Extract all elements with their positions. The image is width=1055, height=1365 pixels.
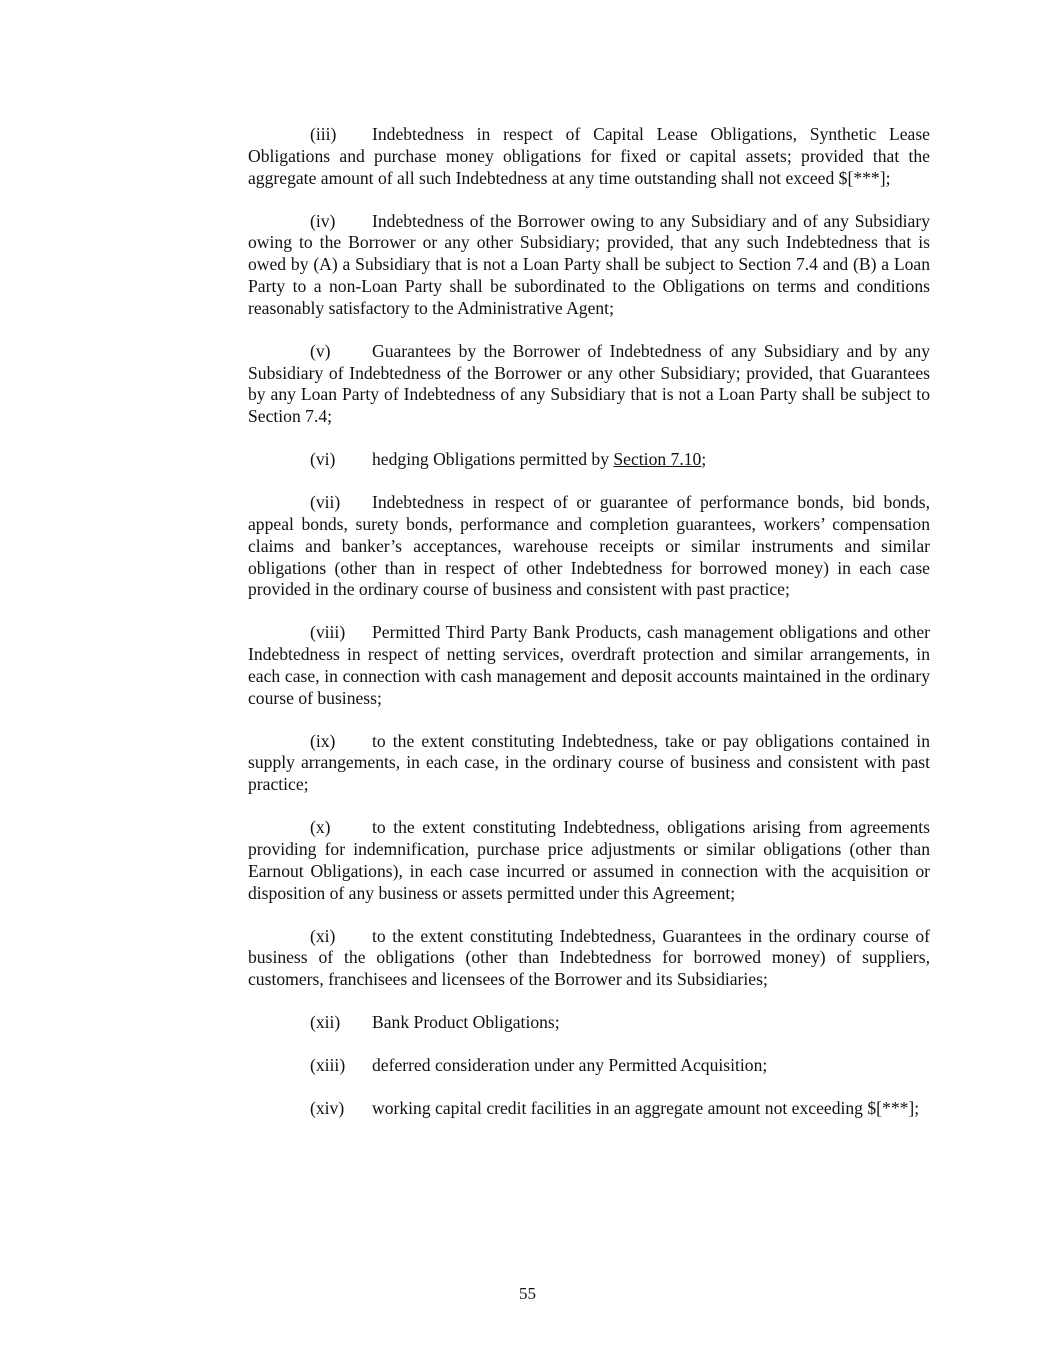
clause-text: to the extent constituting Indebtedness, take or pay obligations contained in supply arrangements, in each case, in the ordinary course of business and consistent with past practice; (248, 730, 930, 795)
clause-text: Indebtedness of the Borrower owing to any Subsidiary and of any Subsidiary owing to the Borrower or any other Subsidiary; provided, that any such Indebtedness that is owed by (A) a Subsidiary that is not a Loan Party shall be subject to Section 7.4 and (B) a Loan Party to a non-Loan Party shall be subordinated to the Obligations on terms and conditions reasonably satisfactory to the Administrative Agent; (248, 210, 930, 318)
clause-text: Indebtedness in respect of Capital Lease Obligations, Synthetic Lease Obligations and purchase money obligations for fixed or capital assets; provided that the aggregate amount of all such Indebtedness at any time outstanding shall not exceed $[***]; (248, 124, 930, 188)
clause-vii (248, 492, 930, 601)
clause-number: (iv) (310, 210, 336, 231)
clause-iii (248, 124, 930, 189)
clause-text: hedging Obligations permitted by (372, 449, 614, 470)
clause-viii (248, 622, 930, 709)
clause-number: (iii) (310, 124, 337, 144)
clause-number: (xi) (310, 925, 336, 946)
clause-vi (248, 449, 930, 471)
clause-number: (xiii) (310, 1055, 346, 1076)
clause-text: Guarantees by the Borrower of Indebtedness of any Subsidiary and by any Subsidiary of Indebtedness of the Borrower or any other Subsidiary; provided, that Guarantees by any Loan Party of Indebtedness of any Subsidiary that is not a Loan Party shall be subject to Section 7.4; (248, 340, 930, 427)
clause-xi (248, 926, 930, 991)
clause-text: Indebtedness in respect of or guarantee of performance bonds, bid bonds, appeal bonds, surety bonds, performance and completion guarantees, workers’ compensation claims and banker’s acceptances, warehouse receipts or similar instruments and similar obligations (other than in respect of other Indebtedness for borrowed money) in each case provided in the ordinary course of business and consistent with past practice; (248, 492, 930, 600)
clause-text: Bank Product Obligations; (372, 1012, 560, 1033)
clause-number: (xiv) (310, 1098, 345, 1119)
clause-text: to the extent constituting Indebtedness, obligations arising from agreements providing for indemnification, purchase price adjustments or similar obligations (other than Earnout Obligations), in each case incurred or assumed in connection with the acquisition or disposition of any business or assets permitted under this Agreement; (248, 817, 930, 903)
clause-text: Permitted Third Party Bank Products, cash management obligations and other Indebtedness in respect of netting services, overdraft protection and similar arrangements, in each case, in connection with cash management and deposit accounts maintained in the ordinary course of business; (248, 622, 930, 708)
clause-number: (v) (310, 340, 331, 361)
section-reference: Section 7.10 (613, 449, 702, 470)
clause-v (248, 341, 930, 428)
document-body (248, 124, 930, 1141)
clause-number: (vi) (310, 449, 336, 470)
clause-number: (ix) (310, 730, 336, 751)
clause-x (248, 817, 930, 904)
clause-text-end: ; (701, 449, 707, 470)
clause-xii (248, 1012, 930, 1034)
clause-xiii (248, 1055, 930, 1077)
clause-iv (248, 211, 930, 320)
clause-xiv (248, 1098, 930, 1120)
clause-number: (viii) (310, 622, 346, 643)
clause-text: to the extent constituting Indebtedness, Guarantees in the ordinary course of business of the obligations (other than Indebtedness for borrowed money) of suppliers, customers, franchisees and licensees of the Borrower and its Subsidiaries; (248, 925, 930, 990)
clause-ix (248, 731, 930, 796)
clause-text: deferred consideration under any Permitted Acquisition; (372, 1055, 768, 1076)
page-number: 55 (519, 1284, 536, 1303)
clause-text: working capital credit facilities in an aggregate amount not exceeding $[***]; (372, 1098, 920, 1119)
clause-number: (x) (310, 817, 331, 838)
clause-number: (vii) (310, 492, 341, 513)
clause-number: (xii) (310, 1012, 341, 1033)
